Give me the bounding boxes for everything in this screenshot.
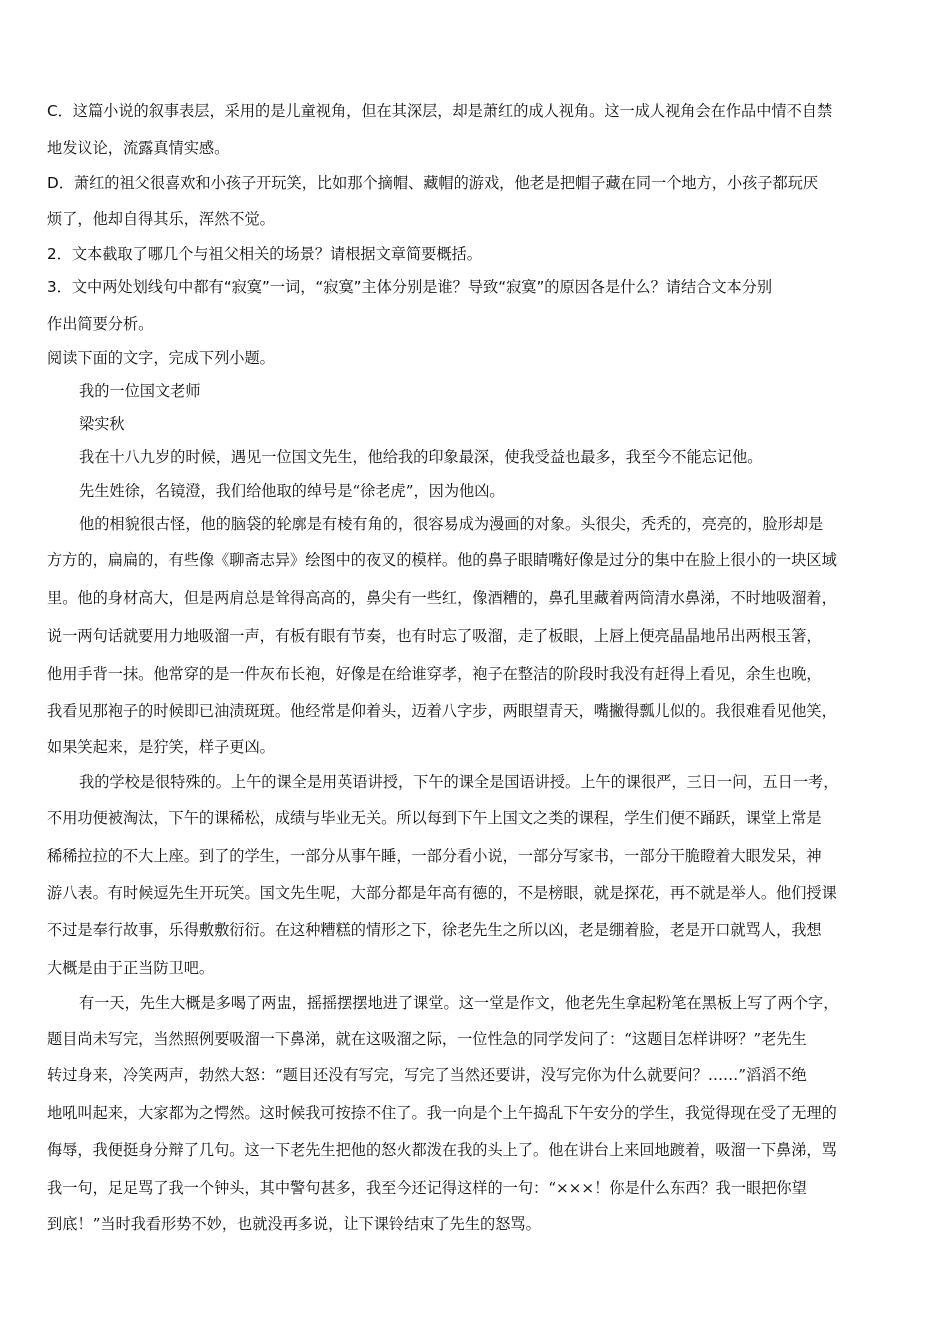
article-title: 我的一位国文老师 <box>79 382 201 400</box>
option-d-line-1: D．萧红的祖父很喜欢和小孩子开玩笑，比如那个摘帽、藏帽的游戏，他老是把帽子藏在同一个地方，小孩子都玩厌 <box>47 174 819 192</box>
paragraph-5-line: 侮辱，我便挺身分辩了几句。这一下老先生把他的怒火都泼在我的头上了。他在讲台上来回地踱着，吸溜一下鼻涕，骂 <box>47 1141 837 1159</box>
paragraph-4-line: 不过是奉行故事，乐得敷敷衍衍。在这种糟糕的情形之下，徐老先生之所以凶，老是绷着脸，老是开口就骂人，我想 <box>47 921 822 939</box>
article-paragraph-2: 先生姓徐，名镜澄，我们给他取的绰号是“徐老虎”，因为他凶。 <box>79 482 505 500</box>
paragraph-5-line: 转过身来，冷笑两声，勃然大怒：“题目还没有写完，写完了当然还要讲，没写完你为什么就要问？……”滔滔不绝 <box>47 1066 807 1084</box>
paragraph-5-line: 题目尚未写完，当然照例要吸溜一下鼻涕，就在这吸溜之际，一位性急的同学发问了：“这题目怎样讲呀？”老先生 <box>47 1030 807 1048</box>
paragraph-3-line: 他用手背一抹。他常穿的是一件灰布长袍，好像是在给谁穿孝，袍子在整洁的阶段时我没有赶得上看见，余生也晚， <box>47 665 822 683</box>
question-3-line-2: 作出简要分析。 <box>47 315 154 333</box>
paragraph-3-line: 方方的，扁扁的，有些像《聊斋志异》绘图中的夜叉的模样。他的鼻子眼睛嘴好像是过分的集中在脸上很小的一块区域 <box>47 551 837 569</box>
paragraph-4-line: 大概是由于正当防卫吧。 <box>47 959 215 977</box>
paragraph-3-line: 里。他的身材高大，但是两肩总是耸得高高的，鼻尖有一些红，像酒糟的，鼻孔里藏着两筒清水鼻涕，不时地吸溜着， <box>47 589 837 607</box>
paragraph-3-line: 说一两句话就要用力地吸溜一声，有板有眼有节奏，也有时忘了吸溜，走了板眼，上唇上便亮晶晶地吊出两根玉箸， <box>47 627 822 645</box>
paragraph-5-line: 地吼叫起来，大家都为之愕然。这时候我可按捺不住了。我一向是个上午捣乱下午安分的学生，我觉得现在受了无理的 <box>47 1104 837 1122</box>
article-paragraph-1: 我在十八九岁的时候，遇见一位国文先生，他给我的印象最深，使我受益也最多，我至今不能忘记他。 <box>79 448 763 466</box>
question-2: 2．文本截取了哪几个与祖父相关的场景？请根据文章简要概括。 <box>47 245 482 263</box>
option-c-line-1: C．这篇小说的叙事表层，采用的是儿童视角，但在其深层，却是萧红的成人视角。这一成人视角会在作品中情不自禁 <box>47 102 833 120</box>
paragraph-5-line: 我一句，足足骂了我一个钟头，其中警句甚多，我至今还记得这样的一句：“×××！你是什么东西？我一眼把你望 <box>47 1179 807 1197</box>
paragraph-5-line: 有一天，先生大概是多喝了两盅，摇摇摆摆地进了课堂。这一堂是作文，他老先生拿起粉笔在黑板上写了两个字， <box>79 994 839 1012</box>
paragraph-3-line: 如果笑起来，是狞笑，样子更凶。 <box>47 738 275 756</box>
question-3-line-1: 3．文中两处划线句中都有“寂寞”一词，“寂寞”主体分别是谁？导致“寂寞”的原因各是什么？请结合文本分别 <box>47 278 773 296</box>
reading-instruction: 阅读下面的文字，完成下列小题。 <box>47 349 275 367</box>
paragraph-4-line: 不用功便被淘汰，下午的课稀松，成绩与毕业无关。所以每到下午上国文之类的课程，学生们便不踊跃，课堂上常是 <box>47 809 822 827</box>
paragraph-3-line: 我看见那袍子的时候即已油渍斑斑。他经常是仰着头，迈着八字步，两眼望青天，嘴撇得瓢儿似的。我很难看见他笑， <box>47 702 837 720</box>
article-author: 梁实秋 <box>79 415 125 433</box>
paragraph-4-line: 稀稀拉拉的不大上座。到了的学生，一部分从事午睡，一部分看小说，一部分写家书，一部分干脆瞪着大眼发呆，神 <box>47 847 822 865</box>
paragraph-4-line: 游八表。有时候逗先生开玩笑。国文先生呢，大部分都是年高有德的，不是榜眼，就是探花，再不就是举人。他们授课 <box>47 884 837 902</box>
paragraph-5-line: 到底！”当时我看形势不妙，也就没再多说，让下课铃结束了先生的怒骂。 <box>47 1215 541 1233</box>
option-d-line-2: 烦了，他却自得其乐，浑然不觉。 <box>47 210 275 228</box>
option-c-line-2: 地发议论，流露真情实感。 <box>47 139 230 157</box>
paragraph-4-line: 我的学校是很特殊的。上午的课全是用英语讲授，下午的课全是国语讲授。上午的课很严，三日一问，五日一考， <box>79 773 839 791</box>
paragraph-3-line: 他的相貌很古怪，他的脑袋的轮廓是有棱有角的，很容易成为漫画的对象。头很尖，秃秃的，亮亮的，脸形却是 <box>79 515 824 533</box>
